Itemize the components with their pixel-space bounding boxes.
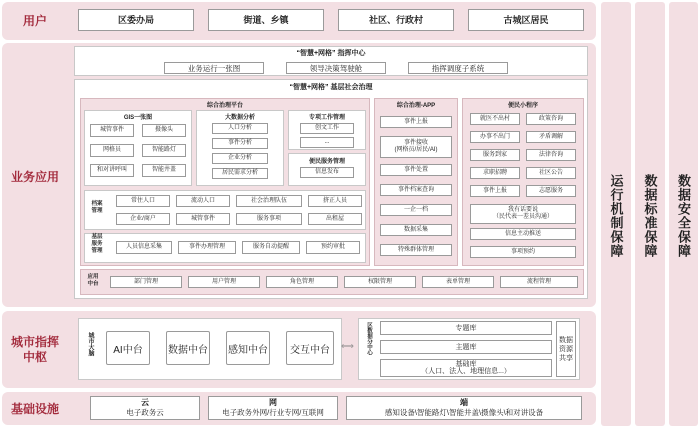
infra-cloud-text: 电子政务云 — [126, 408, 164, 417]
gs-event-handling: 事件办理管理 — [178, 241, 236, 254]
db-thematic: 专题库 — [380, 321, 552, 335]
gis-camera: 摄像头 — [142, 124, 186, 137]
city-hub-layer-label: 城市指挥 中枢 — [10, 335, 59, 364]
ac-form: 表单管理 — [422, 276, 494, 288]
platform-data: 数据中台 — [166, 331, 210, 365]
db-subject: 主题库 — [380, 340, 552, 354]
platform-ai: AI中台 — [106, 331, 150, 365]
grassroots-title: “智慧+网格” 基层社会治理 — [289, 84, 373, 91]
platform-sensing: 感知中台 — [226, 331, 270, 365]
guarantee-data-security — [669, 2, 698, 426]
mp-volunteer: 志愿服务 — [526, 185, 576, 197]
gis-title: GIS一张图 — [123, 115, 153, 121]
infra-edge — [346, 396, 582, 420]
gis-smart-lamp: 智能路灯 — [142, 144, 186, 157]
app-event-handling: 事件处置 — [380, 164, 452, 176]
db-base: 基础库 （人口、法人、地理信息...） — [380, 359, 552, 377]
guarantee-mechanism-text: 运行机制保障 — [608, 174, 624, 258]
app-center-label: 应用 中台 — [87, 274, 99, 287]
app-title: 综合治理-APP — [396, 103, 436, 109]
infra-network-text: 电子政务外网/行业专网/互联网 — [222, 408, 324, 417]
infra-layer-label: 基础设施 — [10, 401, 59, 416]
mp-legal: 法律咨询 — [526, 149, 576, 161]
ac-user: 用户管理 — [188, 276, 260, 288]
archive-label: 档案 管理 — [91, 201, 103, 214]
app-data-collection: 数据采集 — [380, 224, 452, 236]
command-center-title: “智慧+网格” 指挥中心 — [296, 50, 366, 57]
user-street-town: 街道、乡镇 — [208, 9, 324, 31]
infra-edge-title: 端 — [460, 398, 468, 407]
mp-event-report: 事件上报 — [470, 185, 520, 197]
cc-business-map: 业务运行一张图 — [164, 62, 264, 74]
mp-jobs: 求职招聘 — [470, 167, 520, 179]
user-residents: 古城区居民 — [468, 9, 584, 31]
service-mgmt-title: 便民服务管理 — [308, 159, 345, 165]
archive-corrected-people: 挤正人员 — [308, 195, 362, 207]
guarantee-mechanism — [601, 2, 631, 426]
cc-leader-cockpit: 领导决策驾驶舱 — [286, 62, 386, 74]
bidirectional-arrow: ⟺ — [341, 341, 354, 351]
gis-urban-event: 城管事件 — [90, 124, 134, 137]
mp-appointment: 事项预约 — [470, 246, 576, 258]
app-enterprise-file: 一企一档 — [380, 204, 452, 216]
user-community-village: 社区、行政村 — [338, 9, 454, 31]
special-civilization: 创文工作 — [300, 123, 354, 134]
gs-auto-reminder: 服务自动提醒 — [242, 241, 300, 254]
bigdata-event: 事件分析 — [212, 138, 268, 149]
mp-mediation: 矛盾调解 — [526, 131, 576, 143]
bigdata-population: 人口分析 — [212, 123, 268, 134]
app-event-receive: 事件接收 (网格员/居民/AI) — [380, 136, 452, 158]
archive-floating-pop: 流动人口 — [176, 195, 230, 207]
gis-smart-manhole: 智能井盖 — [142, 164, 186, 177]
app-event-archive: 事件档案查询 — [380, 184, 452, 196]
mp-voice: 我有话要说 （民代表一差员沟通） — [470, 204, 576, 224]
bigdata-enterprise: 企业分析 — [212, 153, 268, 164]
archive-urban-event: 城管事件 — [176, 213, 230, 225]
mini-program-title: 便民小程序 — [507, 103, 538, 109]
gis-grid-worker: 网格员 — [90, 144, 134, 157]
mp-notice: 社区公告 — [526, 167, 576, 179]
service-info-publish: 信息发布 — [300, 167, 354, 178]
gs-appointment-approval: 预约审批 — [306, 241, 360, 254]
ac-department: 部门管理 — [110, 276, 182, 288]
infra-cloud-title: 云 — [141, 398, 149, 407]
archive-governance-team: 社会治理队伍 — [236, 195, 302, 207]
guarantee-data-security-text: 数据安全保障 — [676, 174, 691, 258]
mp-medical: 就医不出村 — [470, 113, 520, 125]
guarantee-data-standard-text: 数据标准保障 — [642, 174, 658, 258]
gs-info-collection: 人员信息采集 — [116, 241, 172, 254]
guarantee-data-standard — [635, 2, 665, 426]
ac-permission: 权限管理 — [344, 276, 416, 288]
grassroots-service-label: 基层 服务 管理 — [91, 234, 103, 254]
city-brain-label: 城市大脑 — [87, 332, 93, 356]
app-event-report: 事件上报 — [380, 116, 452, 128]
user-layer-label: 用户 — [22, 13, 47, 28]
data-center-label: 区数据分中心 — [366, 322, 372, 355]
archive-enterprise: 企业/商户 — [116, 213, 170, 225]
mp-push-info: 信息主动推送 — [470, 228, 576, 240]
special-work-title: 专项工作管理 — [308, 115, 345, 121]
infra-cloud — [90, 396, 200, 420]
app-special-groups: 特殊群体管理 — [380, 244, 452, 256]
data-share-box: 数据 资源 共享 — [556, 321, 576, 377]
governance-platform-title: 综合治理平台 — [206, 103, 243, 109]
infra-network — [208, 396, 338, 420]
archive-rental: 出租屋 — [308, 213, 362, 225]
infra-network-title: 网 — [269, 398, 277, 407]
bigdata-title: 大数据分析 — [224, 115, 255, 121]
user-district-office: 区委办局 — [78, 9, 194, 31]
archive-resident-pop: 常住人口 — [116, 195, 170, 207]
ac-role: 角色管理 — [266, 276, 338, 288]
infra-edge-text: 感知设备\智能路灯\智能井盖\摄像头\和对讲设备 — [384, 408, 544, 417]
platform-interaction: 交互中台 — [286, 331, 334, 365]
special-more: ... — [300, 137, 354, 148]
ac-process: 流程管理 — [500, 276, 578, 288]
mp-home-service: 服务到家 — [470, 149, 520, 161]
gis-intercom: 和对讲呼叫 — [90, 164, 134, 177]
archive-service-items: 服务事项 — [236, 213, 302, 225]
bigdata-resident-demand: 居民需求分析 — [212, 168, 268, 179]
mp-affairs: 办事不出门 — [470, 131, 520, 143]
business-layer-label: 业务应用 — [10, 169, 59, 184]
mp-policy: 政策咨询 — [526, 113, 576, 125]
cc-dispatch-system: 指挥调度子系统 — [408, 62, 508, 74]
